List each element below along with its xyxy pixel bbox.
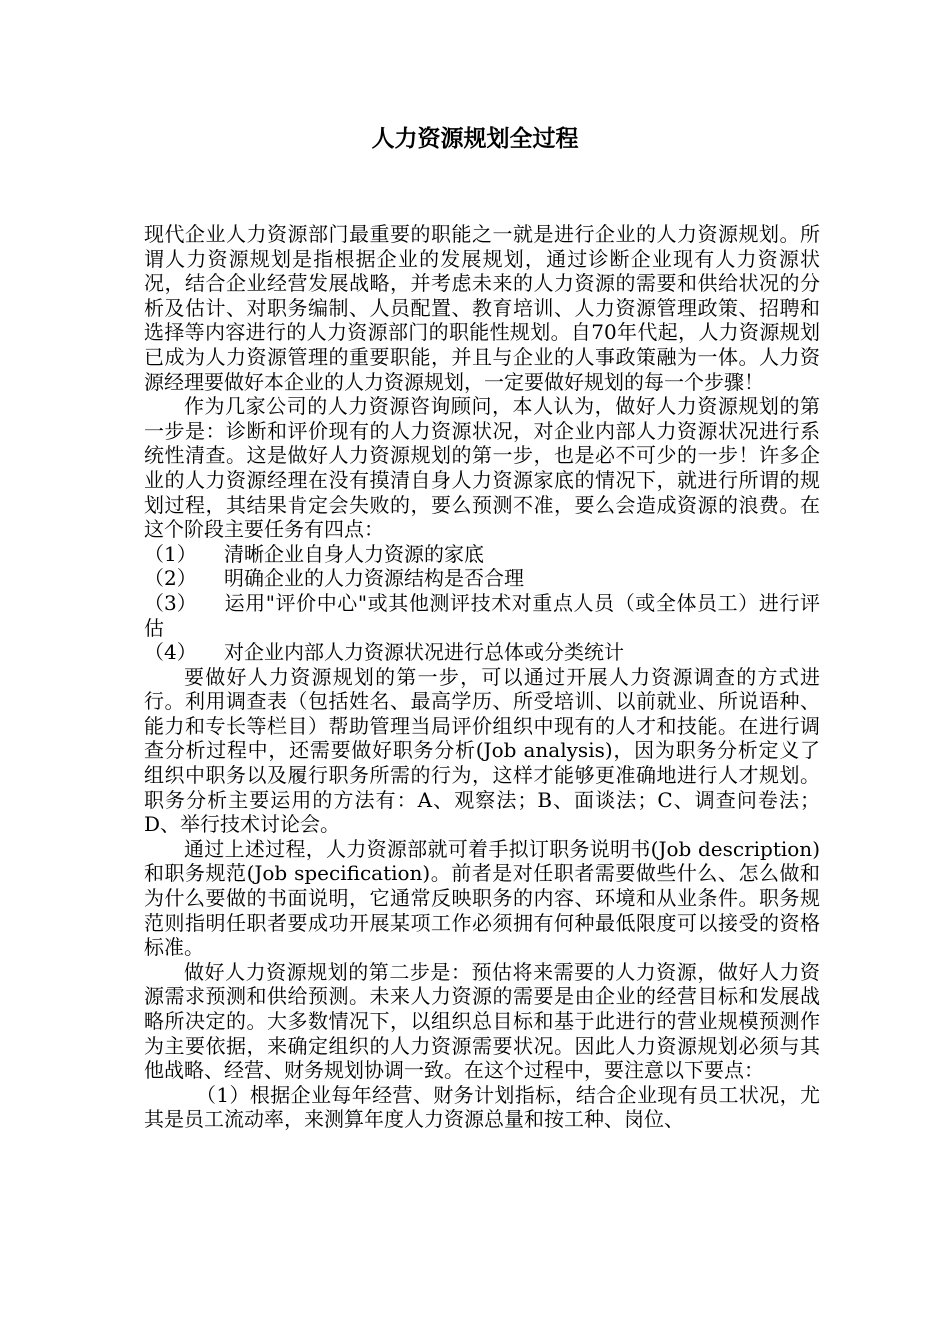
- paragraph-step-two: 做好人力资源规划的第二步是：预估将来需要的人力资源，做好人力资源需求预测和供给预测。未来人力资源的需要是由企业的经营目标和发展战略所决定的。大多数情况下，以组织总目标和基于此进行的营业规模预测作为主要依据，来确定组织的人力资源需要状况。因此人力资源规划必须与其他战略、经营、财务规划协调一致。在这个过程中，要注意以下要点：: [144, 959, 820, 1083]
- list-item: [144, 640, 820, 665]
- paragraph-step-one: 作为几家公司的人力资源咨询顾问，本人认为，做好人力资源规划的第一步是：诊断和评价现有的人力资源状况，对企业内部人力资源状况进行系统性清查。这是做好人力资源规划的第一步，也是必不可少的一步！许多企业的人力资源经理在没有摸清自身人力资源家底的情况下，就进行所谓的规划过程，其结果肯定会失败的，要么预测不准，要么会造成资源的浪费。在这个阶段主要任务有四点：: [144, 394, 820, 542]
- paragraph-intro: 现代企业人力资源部门最重要的职能之一就是进行企业的人力资源规划。所谓人力资源规划是指根据企业的发展规划，通过诊断企业现有人力资源状况，结合企业经营发展战略，并考虑未来的人力资源的需要和供给状况的分析及估计、对职务编制、人员配置、教育培训、人力资源管理政策、招聘和选择等内容进行的人力资源部门的职能性规划。自70年代起，人力资源规划已成为人力资源管理的重要职能，并且与企业的人事政策融为一体。人力资源经理要做好本企业的人力资源规划，一定要做好规划的每一个步骤！: [144, 222, 820, 394]
- list-item-text: 运用"评价中心"或其他测评技术对重点人员（或全体员工）进行评估: [144, 590, 820, 640]
- list-item-text: 清晰企业自身人力资源的家底: [224, 541, 484, 566]
- list-item: [144, 566, 820, 591]
- document-title: 人力资源规划全过程: [371, 125, 579, 152]
- list-item-text: 明确企业的人力资源结构是否合理: [224, 566, 524, 591]
- list-item-number: （3）: [144, 590, 197, 615]
- list-item-text: 对企业内部人力资源状况进行总体或分类统计: [224, 640, 624, 665]
- list-item: [144, 542, 820, 567]
- list-item-number: （2）: [144, 566, 197, 591]
- list-item-number: （1）: [144, 541, 197, 566]
- list-item-number: （4）: [144, 640, 197, 665]
- paragraph-survey: 要做好人力资源规划的第一步，可以通过开展人力资源调查的方式进行。利用调查表（包括姓名、最高学历、所受培训、以前就业、所说语种、能力和专长等栏目）帮助管理当局评价组织中现有的人才和技能。在进行调查分析过程中，还需要做好职务分析(Job analysis)，因为职务分析定义了组织中职务以及履行职务所需的行为，这样才能够更准确地进行人才规划。职务分析主要运用的方法有：A、观察法；B、面谈法；C、调查问卷法；D、举行技术讨论会。: [144, 664, 820, 837]
- list-item: [144, 591, 820, 640]
- document-body: [144, 222, 820, 1132]
- paragraph-point-one: （1）根据企业每年经营、财务计划指标，结合企业现有员工状况，尤其是员工流动率，来测算年度人力资源总量和按工种、岗位、: [144, 1082, 820, 1132]
- paragraph-job-description: 通过上述过程，人力资源部就可着手拟订职务说明书(Job description)和职务规范(Job specification)。前者是对任职者需要做些什么、怎么做和为什么要做的书面说明，它通常反映职务的内容、环境和从业条件。职务规范则指明任职者要成功开展某项工作必须拥有何种最低限度可以接受的资格标准。: [144, 836, 820, 960]
- task-list: [144, 542, 820, 665]
